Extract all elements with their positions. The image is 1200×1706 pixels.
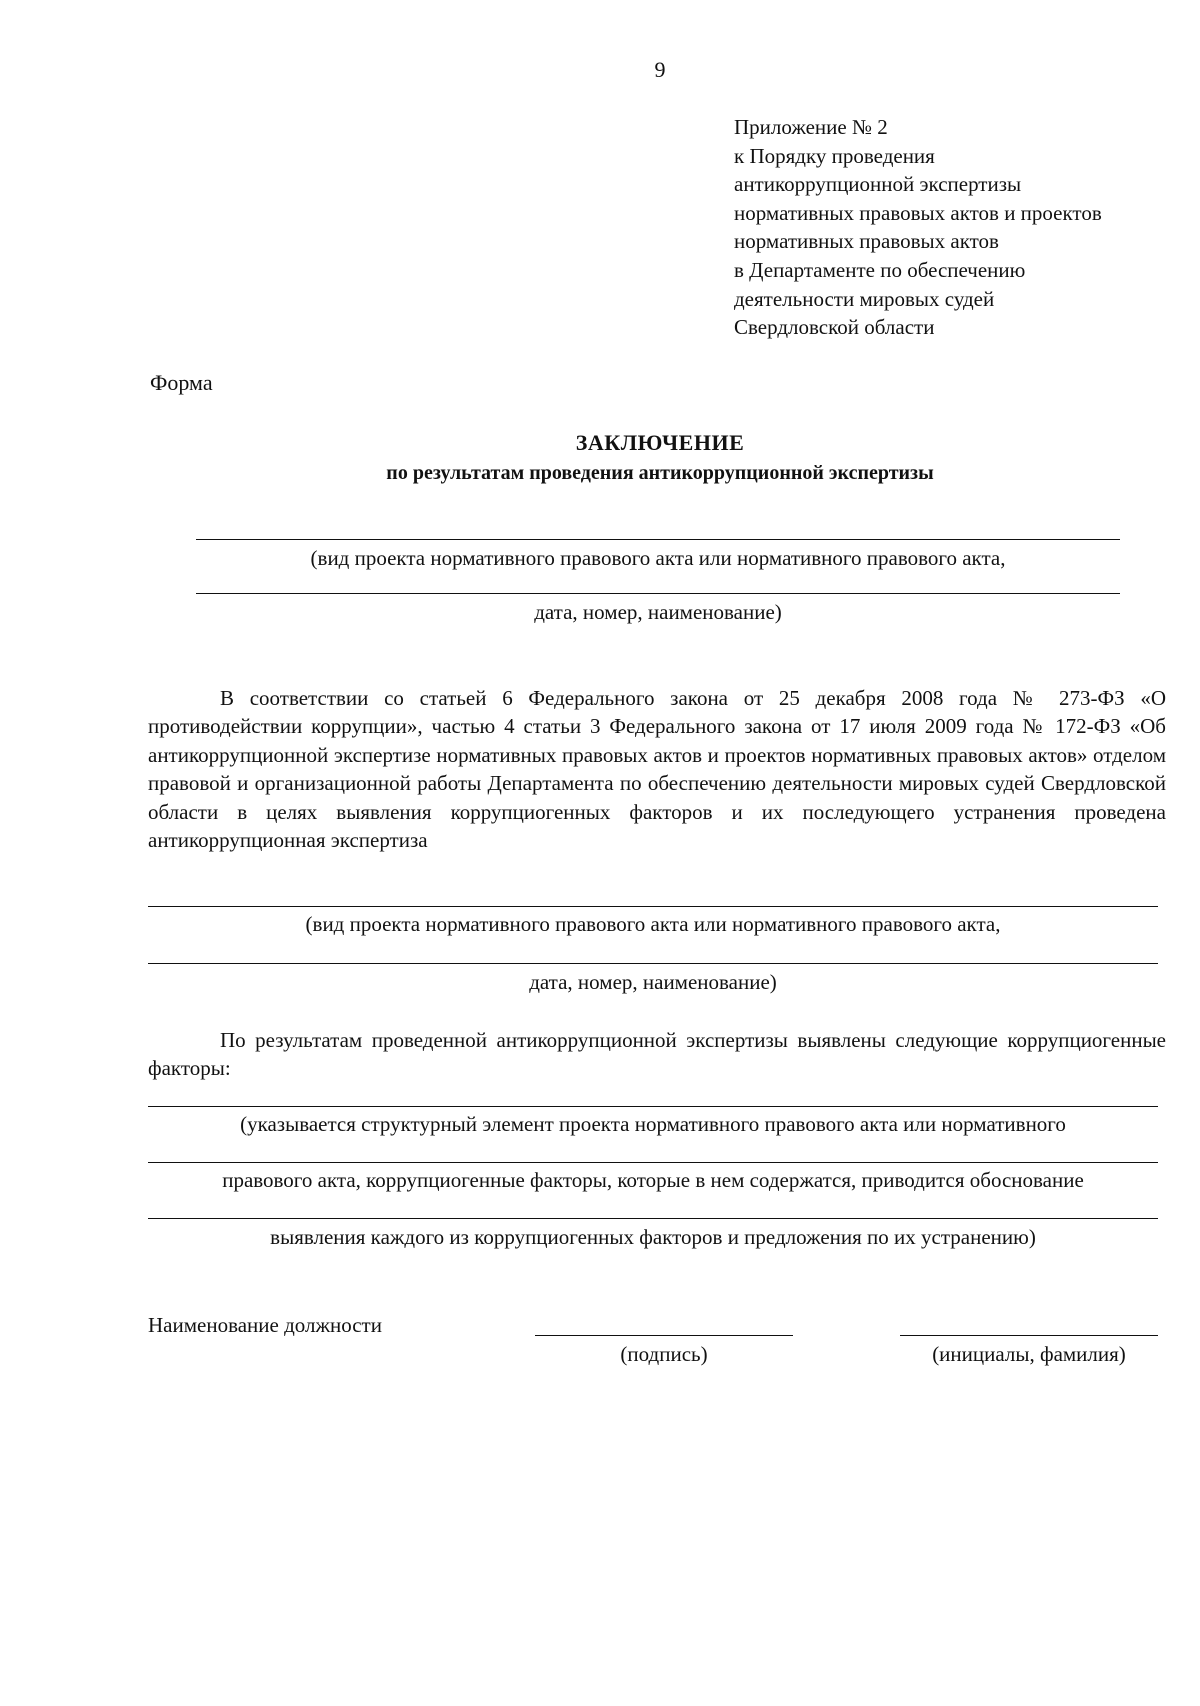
- factor-caption-2: правового акта, коррупциогенные факторы, которые в нем содержатся, приводится обоснование: [222, 1168, 1084, 1192]
- fill-in-line: [148, 963, 1158, 964]
- fill-in-line: [148, 906, 1158, 907]
- fill-in-line: [148, 1218, 1158, 1219]
- appendix-line: нормативных правовых актов: [734, 229, 999, 254]
- appendix-line: антикоррупционной экспертизы: [734, 172, 1022, 197]
- body-caption-1: (вид проекта нормативного правового акта или нормативного правового акта,: [305, 912, 1001, 936]
- appendix-line: к Порядку проведения: [734, 143, 935, 168]
- signature-caption: (подпись): [620, 1342, 708, 1366]
- body-caption-2: дата, номер, наименование): [529, 970, 777, 994]
- form-label: Форма: [150, 370, 213, 395]
- paragraph-legal-basis: В соответствии со статьей 6 Федерального закона от 25 декабря 2008 года № 273-ФЗ «О противодействии коррупции», частью 4 статьи 3 Федерального закона от 17 июля 2009 года № 172-ФЗ «Об антикоррупционной экспертизе нормативных правовых актов и проектов нормативных правовых актов» отделом правовой и организационной работы Департамента по обеспечению деятельности мировых судей Свердловской области в целях выявления коррупциогенных факторов и их последующего устранения проведена антикоррупционная экспертиза: [148, 686, 1166, 853]
- factor-caption-1: (указывается структурный элемент проекта нормативного правового акта или нормативного: [240, 1112, 1066, 1136]
- appendix-block: [734, 113, 1102, 342]
- paragraph-findings: По результатам проведенной антикоррупционной экспертизы выявлены следующие коррупциогенные факторы:: [148, 1028, 1166, 1081]
- appendix-line: деятельности мировых судей: [734, 286, 995, 311]
- appendix-line: нормативных правовых актов и проектов: [734, 200, 1102, 225]
- appendix-line: в Департаменте по обеспечению: [734, 257, 1026, 282]
- signature-line: [535, 1335, 793, 1336]
- name-caption: (инициалы, фамилия): [932, 1342, 1126, 1366]
- fill-in-line: [196, 539, 1120, 540]
- page-number: 9: [654, 57, 666, 82]
- fill-in-line: [148, 1106, 1158, 1107]
- header-caption-1: (вид проекта нормативного правового акта или нормативного правового акта,: [310, 546, 1006, 570]
- appendix-line: Свердловской области: [734, 315, 935, 340]
- factor-caption-3: выявления каждого из коррупциогенных факторов и предложения по их устранению): [270, 1225, 1036, 1249]
- document-title: ЗАКЛЮЧЕНИЕ: [575, 430, 745, 455]
- document-subtitle: по результатам проведения антикоррупционной экспертизы: [386, 462, 934, 484]
- header-caption-2: дата, номер, наименование): [534, 600, 782, 624]
- fill-in-line: [148, 1162, 1158, 1163]
- name-line: [900, 1335, 1158, 1336]
- fill-in-line: [196, 593, 1120, 594]
- position-label: Наименование должности: [148, 1313, 382, 1337]
- appendix-line: Приложение № 2: [734, 115, 888, 139]
